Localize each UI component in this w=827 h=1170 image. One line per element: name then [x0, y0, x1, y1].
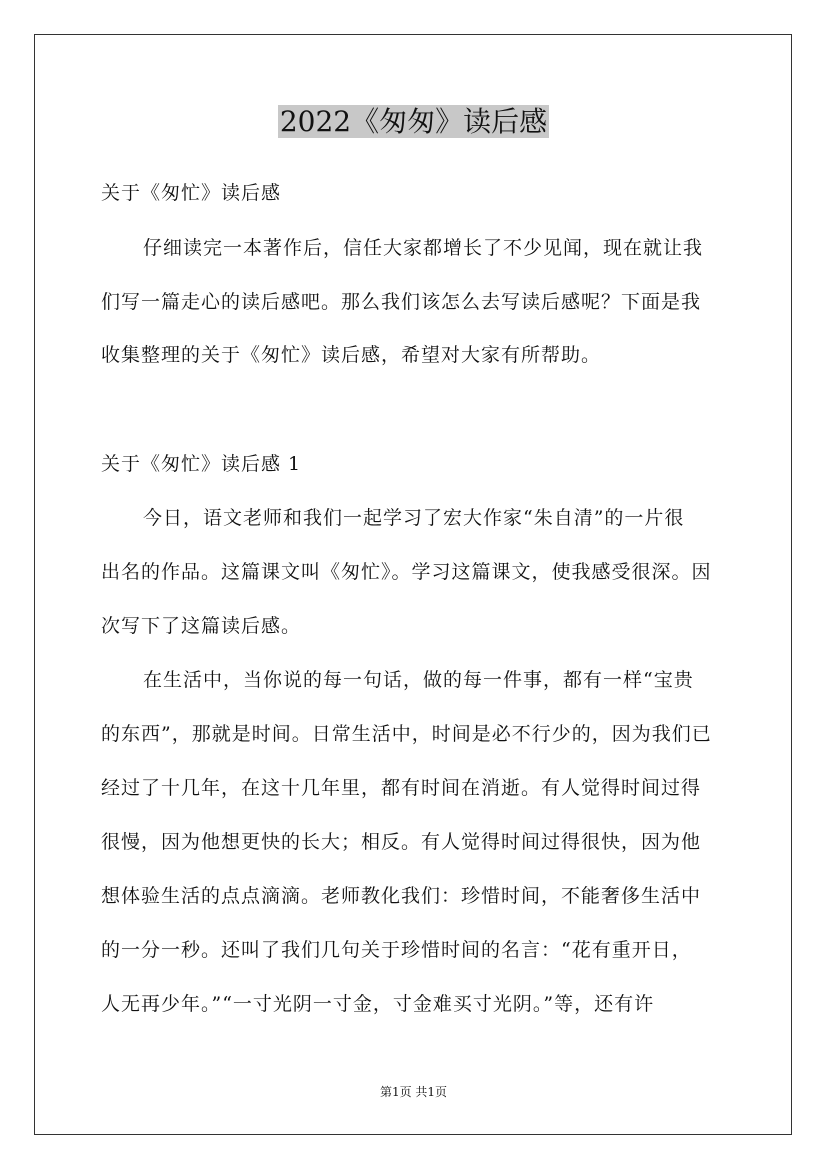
paragraph-line: 的东西”，那就是时间。日常生活中，时间是必不行少的，因为我们已 — [101, 723, 712, 745]
paragraph-line: 的一分一秒。还叫了我们几句关于珍惜时间的名言：“花有重开日， — [101, 939, 692, 961]
intro-line: 收集整理的关于《匆忙》读后感，希望对大家有所帮助。 — [101, 344, 602, 366]
paragraph-line: 出名的作品。这篇课文叫《匆忙》。学习这篇课文，使我感受很深。因 — [101, 561, 712, 583]
section-heading: 关于《匆忙》读后感 1 — [101, 453, 302, 475]
intro-line: 仔细读完一本著作后，信任大家都增长了不少见闻，现在就让我 — [143, 237, 704, 259]
paragraph-line: 想体验生活的点点滴滴。老师教化我们：珍惜时间，不能奢侈生活中 — [101, 885, 702, 907]
intro-line: 们写一篇走心的读后感吧。那么我们该怎么去写读后感呢？下面是我 — [101, 291, 702, 313]
page-footer: 第1页 共1页 — [379, 1085, 448, 1099]
paragraph-line: 经过了十几年，在这十几年里，都有时间在消逝。有人觉得时间过得 — [101, 777, 702, 799]
paragraph-line: 今日，语文老师和我们一起学习了宏大作家“朱自清”的一片很 — [143, 507, 685, 529]
document-title-block — [0, 100, 827, 144]
document-title: 2022《匆匆》读后感 — [279, 105, 548, 138]
paragraph-line: 次写下了这篇读后感。 — [101, 615, 302, 637]
paragraph-line: 很慢，因为他想更快的长大；相反。有人觉得时间过得很快，因为他 — [101, 831, 702, 853]
paragraph-line: 人无再少年。”“一寸光阴一寸金，寸金难买寸光阴。”等，还有许 — [101, 993, 655, 1015]
section-heading: 关于《匆忙》读后感 — [101, 182, 282, 204]
paragraph-line: 在生活中，当你说的每一句话，做的每一件事，都有一样“宝贵 — [143, 669, 694, 691]
